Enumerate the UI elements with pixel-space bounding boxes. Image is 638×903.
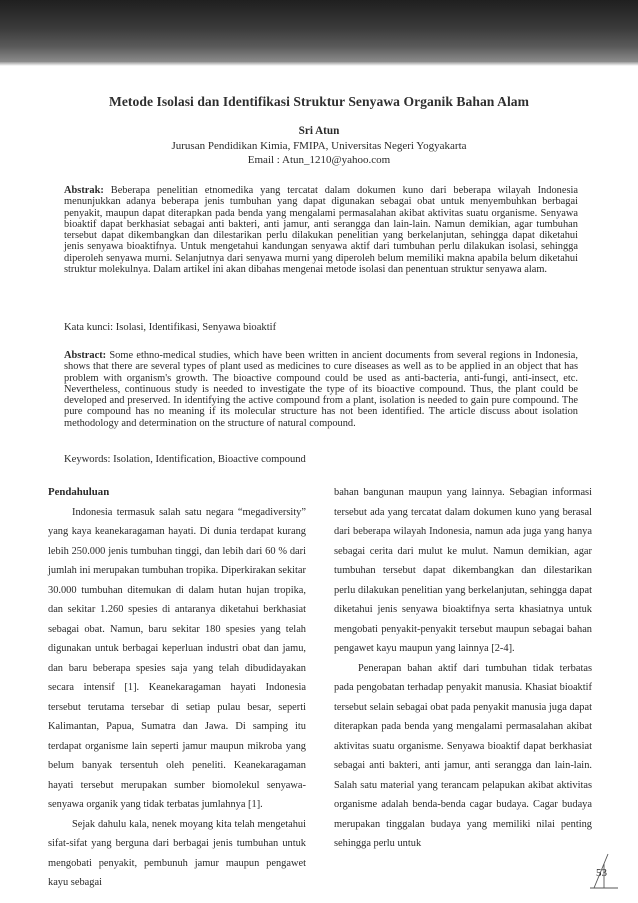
header-band-fade [0,62,638,66]
page-number: 53 [596,867,607,879]
body-paragraph: Sejak dahulu kala, nenek moyang kita telah mengetahui sifat-sifat yang berguna dari berbagai jenis tumbuhan untuk mengobati penyakit, pembunuh jamur maupun pengawet kayu sebagai [48,818,306,888]
author-email: Email : Atun_1210@yahoo.com [247,154,391,166]
kata-kunci: Kata kunci: Isolasi, Identifikasi, Senyawa bioaktif [64,322,277,333]
body-column-right [334,483,592,854]
body-paragraph: Penerapan bahan aktif dari tumbuhan tidak terbatas pada pengobatan terhadap penyakit manusia. Khasiat bioaktif tersebut selain sebagai obat pada penyakit manusia juga dapat diterapkan pada benda yang mengalami permasalahan akibat aktivitas suatu organisme. Senyawa bioaktif dapat berkhasiat sebagai anti bakteri, anti jamur, anti serangga dan lain-lain. Salah satu material yang terancam pelapukan akibat aktivitas organisme adalah benda-benda cagar budaya. Cagar budaya merupakan tinggalan budaya yang memiliki nilai penting sehingga perlu untuk [334,662,592,849]
body-paragraph: Indonesia termasuk salah satu negara “megadiversity” yang kaya keanekaragaman hayati. Di dunia terdapat kurang lebih 250.000 jenis tumbuhan tinggi, dan lebih dari 60 % dari jumlah ini merupakan tumbuhan tropika. Diperkirakan sekitar 30.000 tumbuhan ditemukan di dalam hutan hujan tropika, dan sekitar 1.260 spesies di antaranya diketahui berkhasiat sebagai obat. Namun, baru sekitar 180 spesies yang telah digunakan untuk berbagai keperluan industri obat dan jamu, dan baru beberapa spesies saja yang telah dibudidayakan secara intensif [1]. Keanekaragaman hayati Indonesia tersebut terutama tersebar di setiap pulau besar, seperti Kalimantan, Papua, Sumatra dan Jawa. Di samping itu terdapat organisme lain seperti jamur maupun mikroba yang belum banyak tersentuh oleh peneliti. Keanekaragaman hayati tersebut merupakan sumber biomolekul senyawa-senyawa organik yang tidak terbatas jumlahnya [1]. [48,506,306,810]
abstrak-label: Abstrak: [64,185,104,196]
author-name: Sri Atun [298,125,340,137]
abstract-text: Some ethno-medical studies, which have been written in ancient documents from several regions in Indonesia, shows that there are several types of plant used as medicines to cure diseases as well as to be applied in an object that has problem with organism's growth. The bioactive compound could be used as anti-bacteria, anti-fungi, anti-insect, etc. Nevertheless, continuous study is needed to investigate the type of its bioactive compound. Thus, the plant could be developed and preserved. In identifying the active compound from a plant, isolation is needed to gain pure compound. The pure compound has no meaning if its molecular structure has not been identified. The article discuss about isolation methodology and determination on the structure of natural compound. [64,350,578,429]
section-heading: Pendahuluan [48,486,110,498]
abstract-label: Abstract: [64,350,107,361]
abstrak-text: Beberapa penelitian etnomedika yang tercatat dalam dokumen kuno dari beberapa wilayah Indonesia menunjukkan adanya beberapa jenis tumbuhan yang dapat digunakan sebagai obat untuk menyembuhkan berbagai penyakit, maupun dapat diterapkan pada benda yang mengalami permasalahan akibat aktivitas suatu organisme. Senyawa bioaktif dapat berkhasiat sebagai anti bakteri, anti jamur, anti serangga dan lain-lain. Namun demikian, agar tumbuhan tersebut dapat dikembangkan dan dilestarikan perlu dilakukan penelitian yang berkelanjutan, sehingga dapat diketahui jenis senyawa bioaktifnya. Untuk mengetahui kandungan senyawa aktif dari tumbuhan perlu dilakukan isolasi, sehingga diperoleh senyawa murni. Selanjutnya dari senyawa murni yang diperoleh belum memiliki makna apabila belum diketahui struktur molekulnya. Dalam artikel ini akan dibahas mengenai metode isolasi dan penentuan struktur senyawa alam. [64,185,578,276]
body-paragraph: bahan bangunan maupun yang lainnya. Sebagian informasi tersebut ada yang tercatat dalam dokumen kuno yang berasal dari beberapa wilayah Indonesia, namun ada juga yang hanya sebagai cerita dari mulut ke mulut. Namun demikian, agar tumbuhan tersebut dapat dikembangkan dan dilestarikan perlu dilakukan penelitian yang berkelanjutan, sehingga dapat diketahui jenis senyawa bioaktifnya serta khasiatnya untuk mengobati penyakit-penyakit tersebut maupun sebagai bahan pengawet kayu maupun yang lainnya [2-4]. [334,487,592,654]
author-affiliation: Jurusan Pendidikan Kimia, FMIPA, Universitas Negeri Yogyakarta [171,140,467,152]
keywords: Keywords: Isolation, Identification, Bioactive compound [64,454,306,465]
body-column-left [48,483,306,893]
header-band [0,0,638,62]
abstrak-block [64,185,578,275]
paper-title: Metode Isolasi dan Identifikasi Struktur Senyawa Organik Bahan Alam [108,94,530,109]
abstract-block [64,350,578,429]
